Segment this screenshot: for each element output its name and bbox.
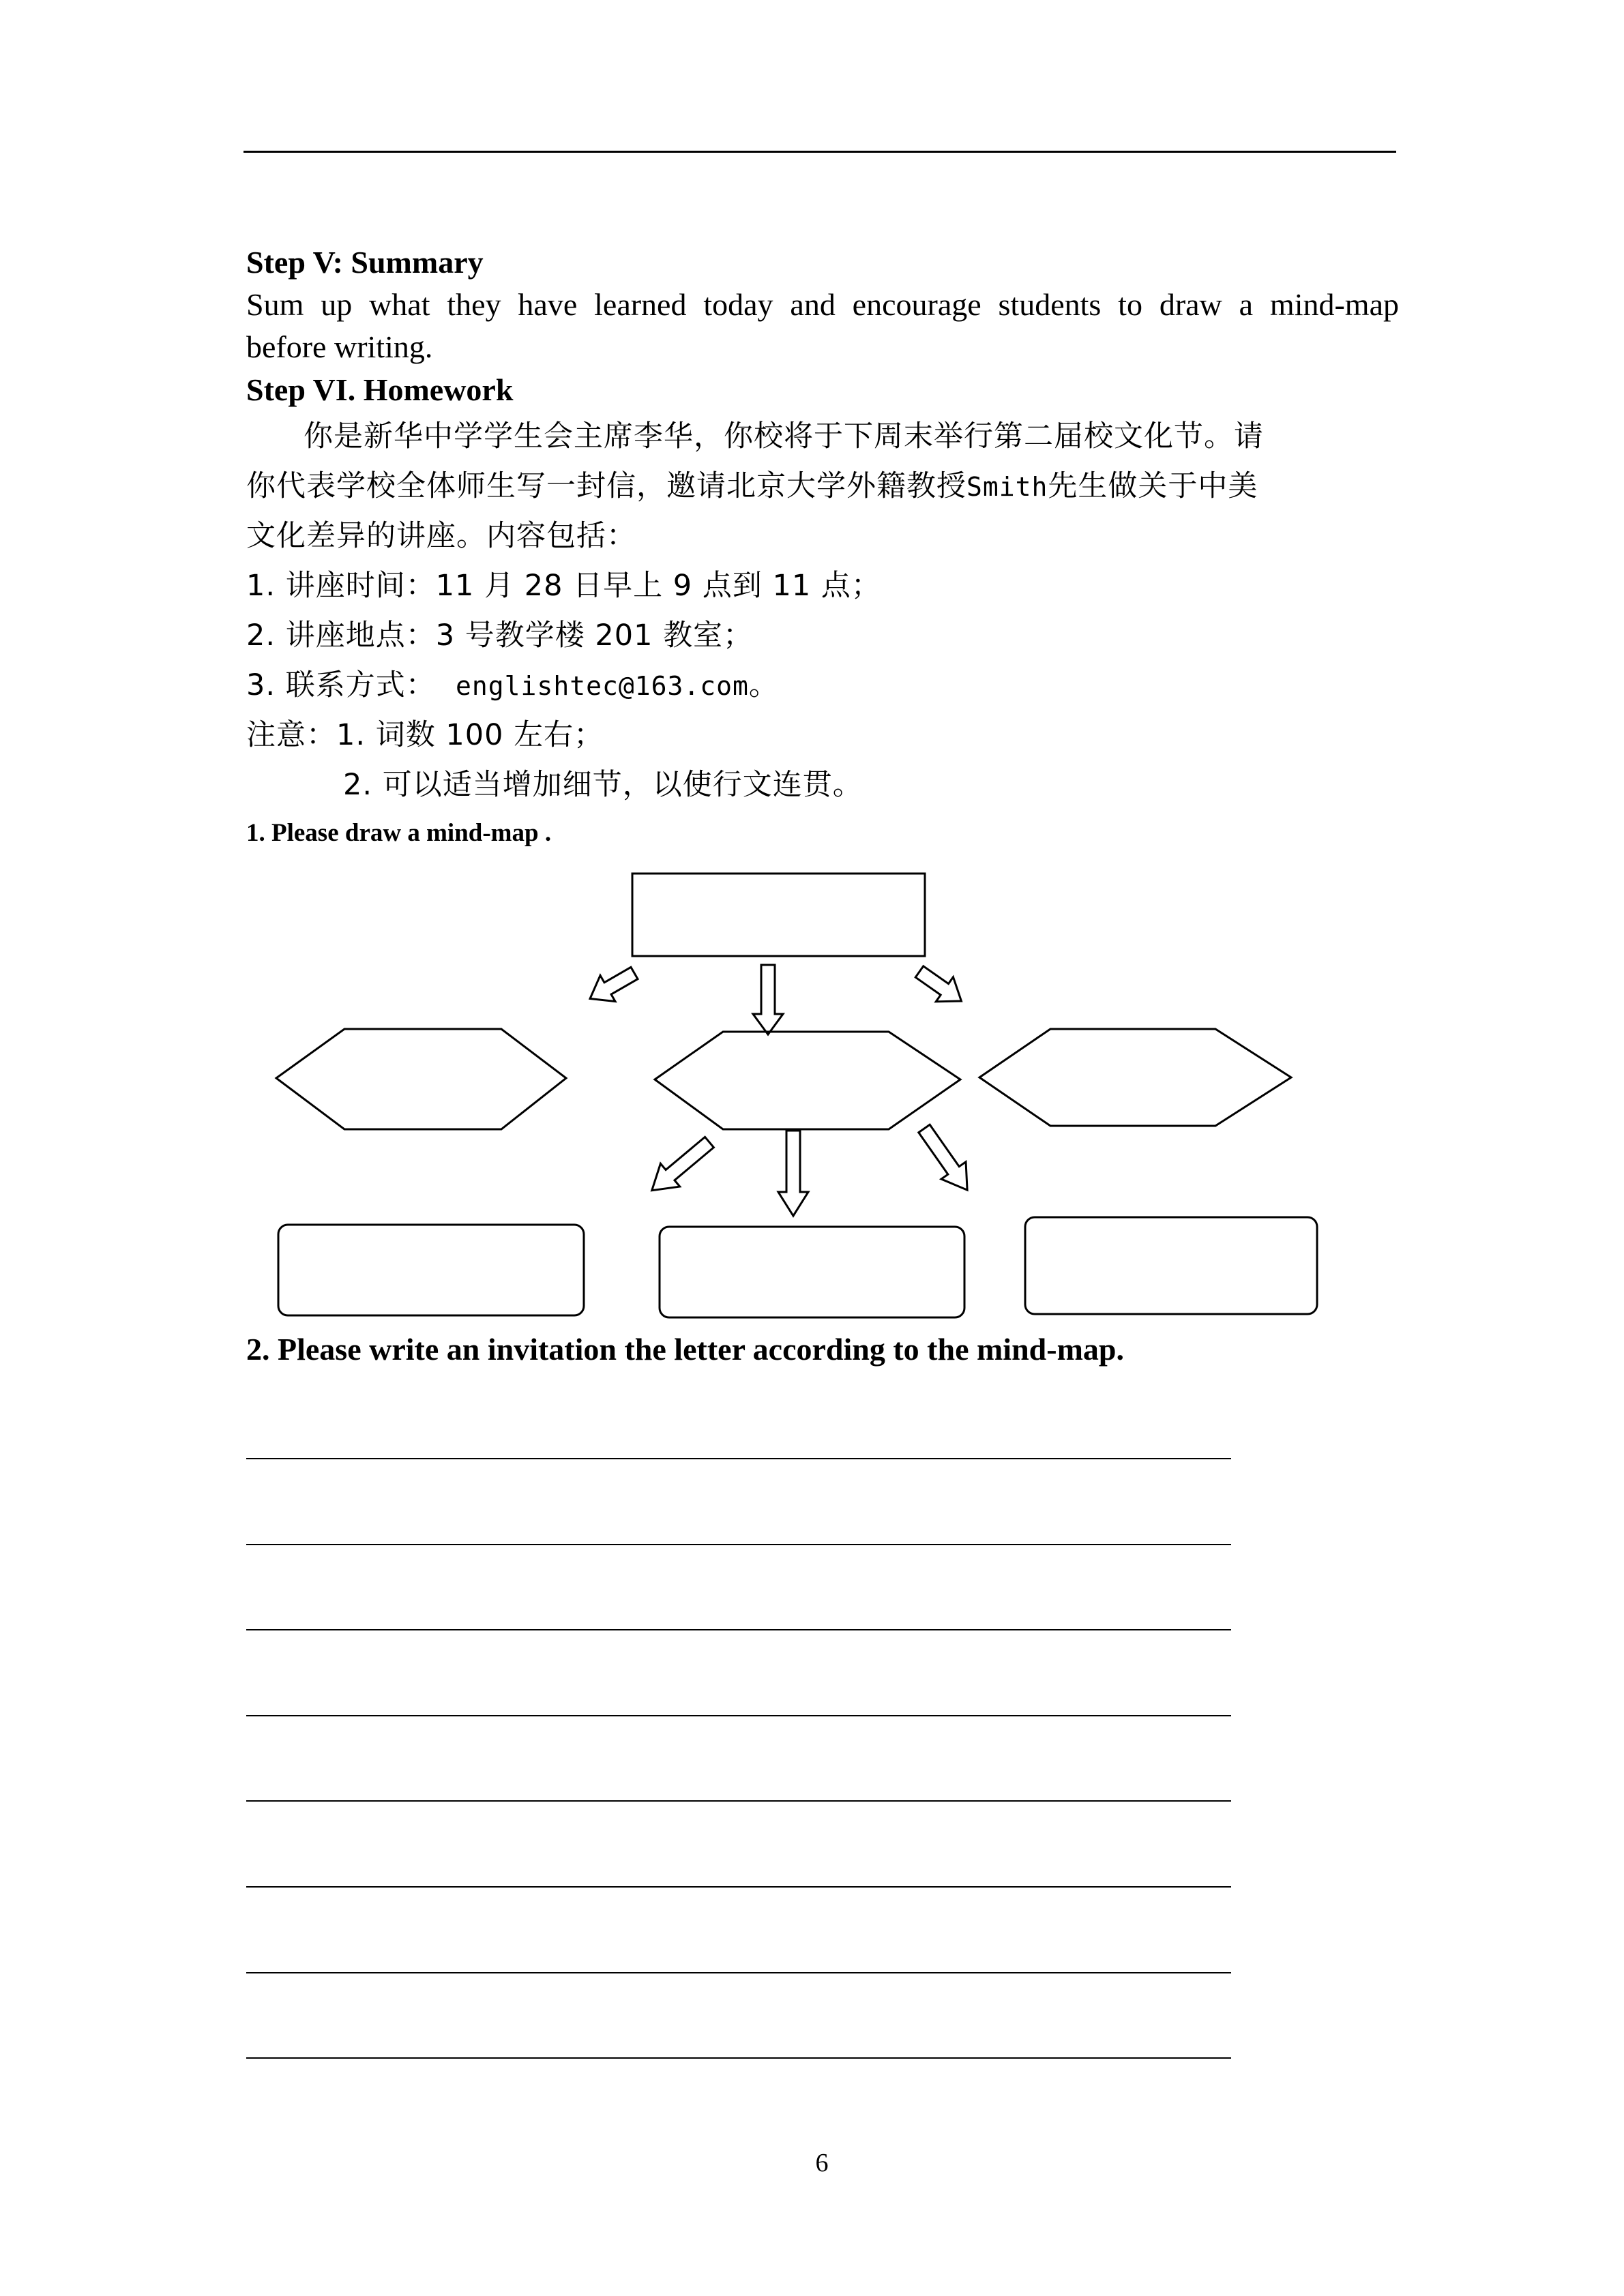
writing-line[interactable] — [246, 1458, 1231, 1459]
homework-item-place: 2. 讲座地点：3 号教学楼 201 教室； — [246, 618, 754, 653]
task1-label: 1. Please draw a mind-map . — [246, 819, 552, 847]
contact-end: 。 — [748, 668, 779, 702]
task2-label: 2. Please write an invitation the letter according to the mind-map. — [246, 1332, 1124, 1367]
mindmap-bottom-box-center[interactable] — [660, 1227, 964, 1317]
summary-heading: Step V: Summary — [246, 245, 484, 280]
writing-line[interactable] — [246, 1886, 1231, 1888]
mindmap-hexagon-center[interactable] — [655, 1032, 960, 1129]
writing-line[interactable] — [246, 1715, 1231, 1716]
homework-paragraph-line2-a: 你代表学校全体师生写一封信，邀请北京大学外籍教授 — [246, 469, 966, 503]
professor-name: Smith — [966, 472, 1048, 502]
summary-text-line2: before writing. — [246, 329, 433, 364]
mindmap-center-box[interactable] — [632, 874, 925, 956]
arrow-icon — [911, 959, 970, 1013]
arrow-icon — [912, 1120, 979, 1198]
mindmap-hexagon-right[interactable] — [979, 1029, 1291, 1126]
mindmap-hexagon-left[interactable] — [276, 1029, 566, 1129]
homework-paragraph-line3: 文化差异的讲座。内容包括： — [246, 519, 636, 553]
homework-note-word-count: 注意：1. 词数 100 左右； — [246, 718, 604, 752]
writing-line[interactable] — [246, 1972, 1231, 1973]
arrow-icon — [582, 960, 642, 1012]
mindmap-bottom-box-right[interactable] — [1025, 1217, 1317, 1314]
homework-paragraph-line2-b: 先生做关于中美 — [1048, 469, 1258, 503]
homework-paragraph-line1: 你是新华中学学生会主席李华，你校将于下周末举行第二届校文化节。请 — [304, 419, 1264, 453]
arrow-icon — [643, 1131, 720, 1202]
writing-line[interactable] — [246, 2057, 1231, 2059]
homework-item-time: 1. 讲座时间：11 月 28 日早上 9 点到 11 点； — [246, 569, 881, 603]
contact-email: englishtec@163.com — [456, 671, 749, 701]
homework-note-details: 2. 可以适当增加细节，以使行文连贯。 — [343, 768, 863, 802]
page-number: 6 — [815, 2149, 829, 2177]
writing-line[interactable] — [246, 1544, 1231, 1545]
arrow-icon — [753, 965, 783, 1034]
contact-label: 3. 联系方式： — [246, 668, 436, 702]
homework-heading: Step VI. Homework — [246, 372, 514, 407]
writing-line[interactable] — [246, 1629, 1231, 1630]
mindmap-bottom-box-left[interactable] — [278, 1225, 584, 1315]
summary-text-line1: Sum up what they have learned today and encourage students to draw a mind-map — [246, 287, 1399, 322]
writing-line[interactable] — [246, 1800, 1231, 1802]
arrow-icon — [778, 1131, 808, 1216]
